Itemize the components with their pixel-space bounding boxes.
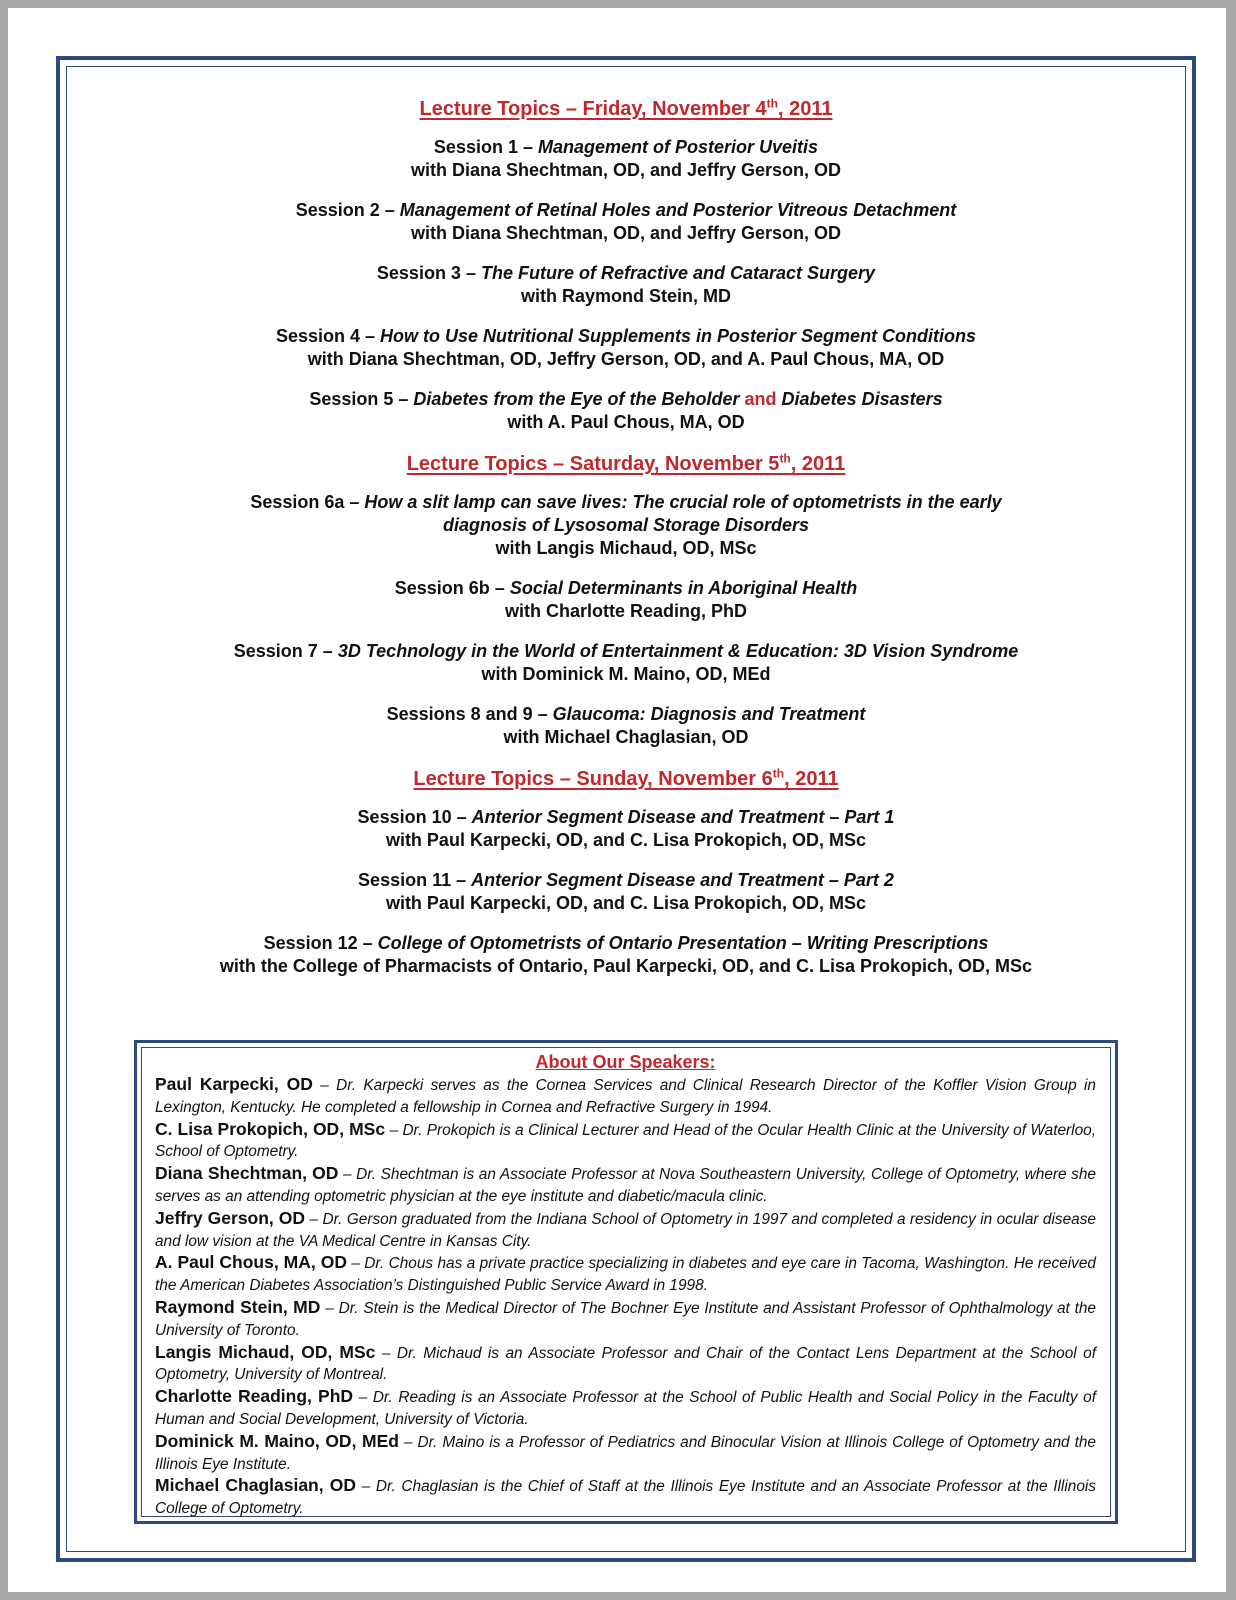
speaker-sep: – [356, 1478, 376, 1496]
day-heading-year: , 2011 [790, 453, 846, 475]
speaker-name: Jeffry Gerson, OD [155, 1207, 306, 1228]
session-title: Glaucoma: Diagnosis and Treatment [552, 704, 866, 724]
speaker-sep: – [305, 1210, 323, 1228]
speaker-name: Diana Shechtman, OD [155, 1163, 339, 1184]
speaker-name: A. Paul Chous, MA, OD [155, 1252, 347, 1273]
session-presenters: with Charlotte Reading, PhD [504, 601, 747, 621]
speakers-heading: About Our Speakers: [535, 1052, 716, 1072]
speaker-sep: – [320, 1299, 339, 1317]
session-presenters: with A. Paul Chous, MA, OD [507, 412, 745, 432]
session-presenters: with Raymond Stein, MD [520, 286, 731, 306]
speakers-box [134, 1040, 1118, 1524]
session-title-line2: diagnosis of Lysosomal Storage Disorders [442, 515, 810, 535]
session-presenters: with Diana Shechtman, OD, and Jeffry Gerson, OD [410, 223, 842, 243]
session-10 [72, 806, 1180, 852]
session-4 [72, 325, 1180, 371]
speaker-desc: Dr. Prokopich is a Clinical Lecturer and Head of the Ocular Health Clinic at the University of Waterloo, School of Optometry. [155, 1121, 1096, 1161]
session-title: Anterior Segment Disease and Treatment – Part 1 [471, 807, 895, 827]
session-12 [72, 932, 1180, 978]
day-heading-year: , 2011 [777, 98, 833, 120]
session-2 [72, 199, 1180, 245]
day-heading-text: Lecture Topics – Friday, November 4 [419, 98, 767, 120]
session-label: Session 5 – [309, 389, 414, 409]
speaker-sep: – [375, 1344, 397, 1362]
session-label: Session 7 – [233, 641, 338, 661]
session-title: Management of Posterior Uveitis [537, 137, 819, 157]
sessions-8-and-9 [72, 703, 1180, 749]
speaker-desc: Dr. Maino is a Professor of Pediatrics and Binocular Vision at Illinois College of Optometry and the Illinois Eye Institute. [155, 1433, 1096, 1473]
session-presenters: with Paul Karpecki, OD, and C. Lisa Prokopich, OD, MSc [385, 893, 867, 913]
speaker-desc: Dr. Stein is the Medical Director of The Bochner Eye Institute and Assistant Professor of Ophthalmology at the University of Toronto. [155, 1299, 1096, 1339]
lecture-schedule [72, 90, 1180, 995]
session-5 [72, 388, 1180, 434]
session-title: How to Use Nutritional Supplements in Posterior Segment Conditions [380, 326, 977, 346]
session-title: How a slit lamp can save lives: The crucial role of optometrists in the early [364, 492, 1002, 512]
day-heading-text: Lecture Topics – Saturday, November 5 [406, 453, 780, 475]
day-heading-sunday [72, 766, 1180, 792]
day-heading-sup: th [772, 766, 785, 781]
session-title-post: Diabetes Disasters [781, 389, 943, 409]
day-heading-year: , 2011 [784, 768, 839, 790]
speakers-inner [141, 1047, 1111, 1517]
session-11 [72, 869, 1180, 915]
session-label: Session 6b – [394, 578, 510, 598]
day-heading-sup: th [779, 451, 791, 466]
speaker-name: Raymond Stein, MD [155, 1296, 321, 1317]
session-title: Management of Retinal Holes and Posterior Vitreous Detachment [399, 200, 957, 220]
page [8, 8, 1226, 1592]
speaker-name: Michael Chaglasian, OD [155, 1475, 357, 1496]
speaker-bio [155, 1208, 1096, 1253]
session-title: College of Optometrists of Ontario Presentation – Writing Prescriptions [377, 933, 989, 953]
session-label: Session 6a – [250, 492, 365, 512]
session-label: Session 4 – [275, 326, 380, 346]
speaker-bio [155, 1342, 1096, 1387]
speaker-name: Dominick M. Maino, OD, MEd [155, 1430, 399, 1451]
speaker-sep: – [312, 1077, 337, 1094]
speaker-desc: Dr. Chaglasian is the Chief of Staff at the Illinois Eye Institute and an Associate Professor at the Illinois College of Optometry. [155, 1478, 1096, 1518]
day-heading-friday [72, 96, 1180, 122]
session-6a [72, 491, 1180, 560]
session-presenters: with Dominick M. Maino, OD, MEd [481, 664, 771, 684]
speaker-desc: Dr. Shechtman is an Associate Professor at Nova Southeastern University, College of Optometry, where she serves as an attending optometric physician at the eye institute and diabetic/macula clinic. [155, 1166, 1096, 1205]
day-heading-saturday [72, 451, 1180, 477]
day-heading-text: Lecture Topics – Sunday, November 6 [413, 768, 773, 790]
session-label: Session 10 – [357, 807, 472, 827]
session-title-and: and [744, 389, 777, 409]
speaker-bio [155, 1431, 1096, 1476]
session-7 [72, 640, 1180, 686]
session-6b [72, 577, 1180, 623]
speaker-sep: – [398, 1433, 418, 1451]
speaker-bio [155, 1297, 1096, 1342]
speaker-bio [155, 1475, 1096, 1520]
session-title: Diabetes from the Eye of the Beholder [413, 389, 740, 409]
speaker-bio [155, 1074, 1096, 1119]
speaker-name: Charlotte Reading, PhD [155, 1386, 354, 1407]
session-title: 3D Technology in the World of Entertainment & Education: 3D Vision Syndrome [337, 641, 1019, 661]
session-label: Session 11 – [358, 870, 472, 890]
speaker-desc: Dr. Reading is an Associate Professor at the School of Public Health and Social Policy in the Faculty of Human and Social Development, University of Victoria. [155, 1389, 1096, 1428]
speaker-bio [155, 1386, 1096, 1431]
speaker-sep: – [353, 1389, 373, 1407]
session-presenters: with Paul Karpecki, OD, and C. Lisa Prokopich, OD, MSc [385, 830, 867, 850]
speaker-desc: Dr. Chous has a private practice specializing in diabetes and eye care in Tacoma, Washington. He received the American Diabetes Association’s Distinguished Public Service Award in 1998. [155, 1255, 1096, 1295]
session-presenters: with the College of Pharmacists of Ontario, Paul Karpecki, OD, and C. Lisa Prokopich, OD, MSc [219, 956, 1033, 976]
session-label: Session 2 – [295, 200, 400, 220]
speaker-desc: Dr. Michaud is an Associate Professor and Chair of the Contact Lens Department at the School of Optometry, University of Montreal. [155, 1344, 1096, 1384]
day-heading-sup: th [766, 96, 778, 111]
speaker-desc: Dr. Karpecki serves as the Cornea Services and Clinical Research Director of the Koffler Vision Group in Lexington, Kentucky. He completed a fellowship in Cornea and Refractive Surgery in 1994. [155, 1077, 1096, 1116]
session-presenters: with Langis Michaud, OD, MSc [495, 538, 757, 558]
session-title: Social Determinants in Aboriginal Health [509, 578, 858, 598]
speaker-name: C. Lisa Prokopich, OD, MSc [155, 1118, 386, 1139]
session-presenters: with Michael Chaglasian, OD [503, 727, 749, 747]
session-label: Session 3 – [376, 263, 481, 283]
speaker-sep: – [385, 1121, 403, 1139]
session-label: Session 12 – [263, 933, 378, 953]
speaker-bio [155, 1163, 1096, 1208]
session-label: Sessions 8 and 9 – [386, 704, 553, 724]
session-3 [72, 262, 1180, 308]
session-title: Anterior Segment Disease and Treatment – Part 2 [471, 870, 894, 890]
speaker-sep: – [346, 1255, 365, 1273]
speaker-bios [155, 1074, 1096, 1520]
speaker-sep: – [338, 1166, 357, 1184]
speaker-desc: Dr. Gerson graduated from the Indiana School of Optometry in 1997 and completed a residency in ocular disease and low vision at the VA Medical Centre in Kansas City. [155, 1210, 1096, 1250]
session-title: The Future of Refractive and Cataract Surgery [480, 263, 876, 283]
session-presenters: with Diana Shechtman, OD, and Jeffry Gerson, OD [410, 160, 842, 180]
speaker-name: Paul Karpecki, OD [155, 1074, 313, 1094]
session-label: Session 1 – [433, 137, 538, 157]
speaker-bio [155, 1252, 1096, 1297]
session-1 [72, 136, 1180, 182]
speaker-bio [155, 1119, 1096, 1164]
speaker-name: Langis Michaud, OD, MSc [155, 1341, 376, 1362]
session-presenters: with Diana Shechtman, OD, Jeffry Gerson, OD, and A. Paul Chous, MA, OD [307, 349, 945, 369]
